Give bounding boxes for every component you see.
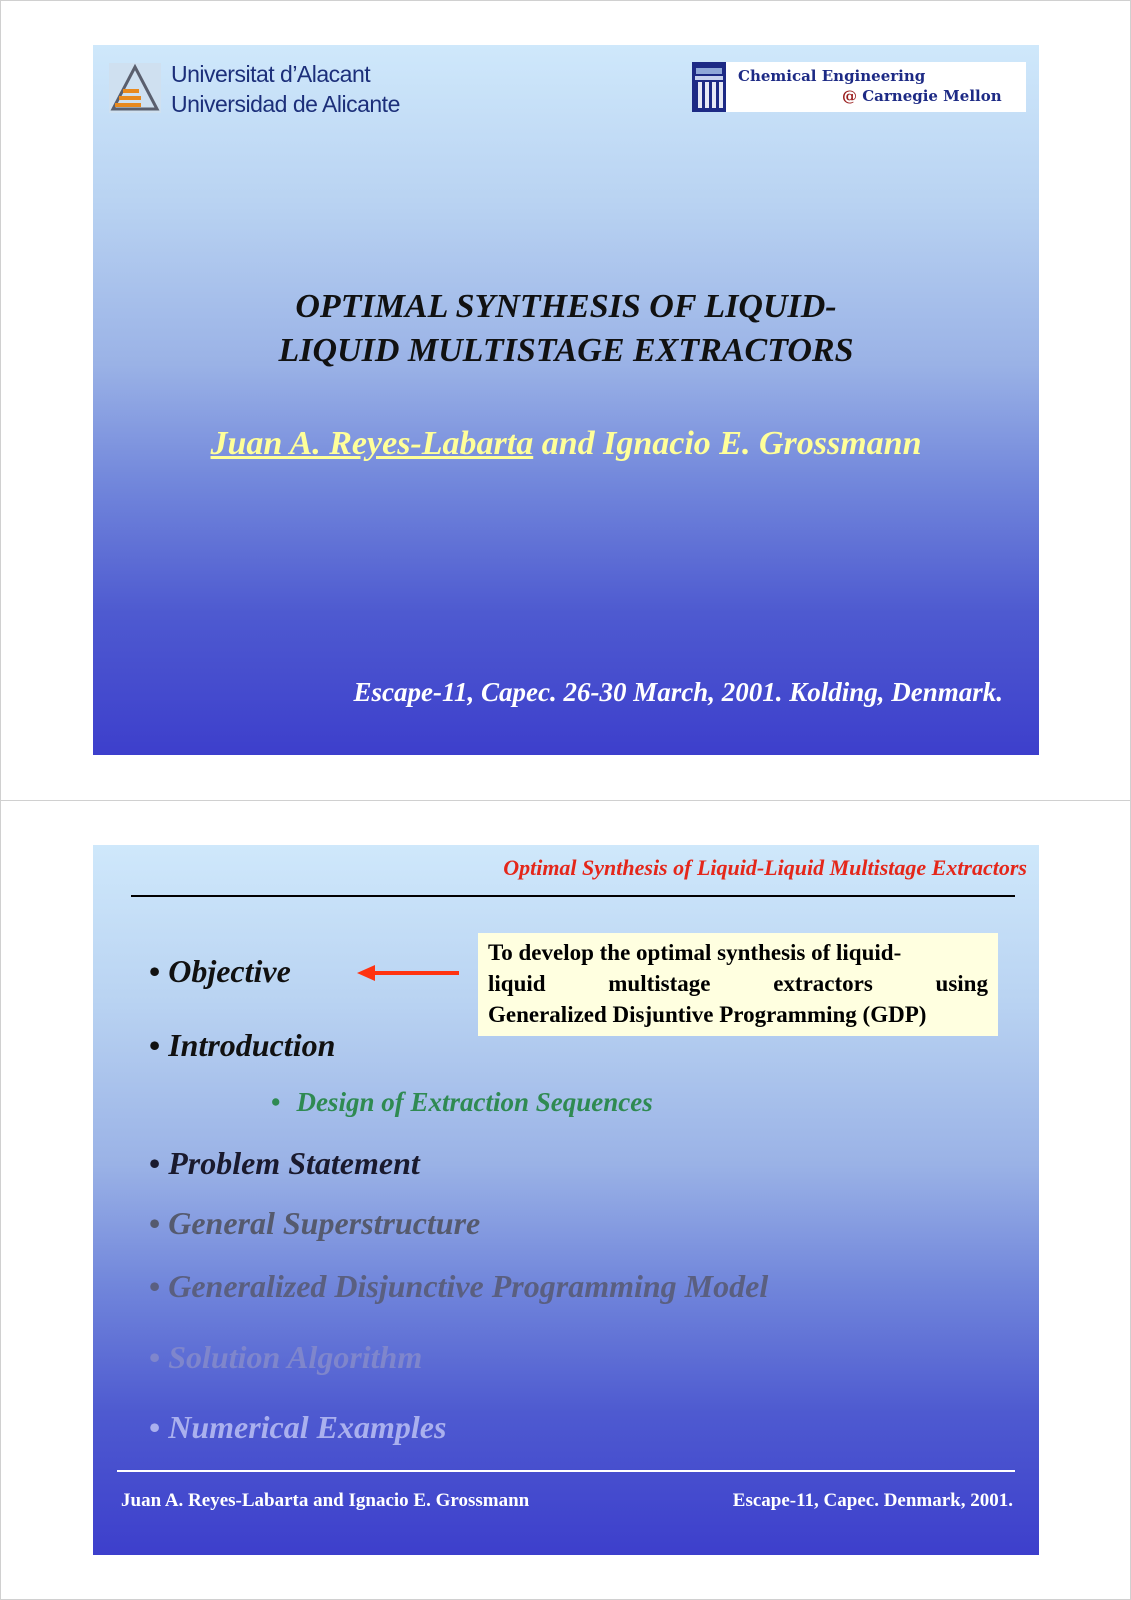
bullet-dot: •: [149, 953, 161, 989]
cmu-logo-at: @: [842, 87, 857, 105]
slide-header-title: Optimal Synthesis of Liquid-Liquid Multistage Extractors: [503, 855, 1027, 880]
universidad-alicante-logo: [109, 59, 414, 117]
objective-line-2: [488, 968, 988, 999]
ua-logo-line1: Universitat d’Alacant: [171, 61, 371, 87]
outline-item-general-superstructure: [149, 1205, 480, 1242]
outline-subitem-label: Design of Extraction Sequences: [296, 1087, 653, 1117]
bullet-dot: •: [149, 1145, 161, 1181]
outline-item-numerical-examples: [149, 1409, 446, 1446]
objective-line-1: To develop the optimal synthesis of liquid-: [488, 940, 902, 965]
outline-item-gdp-model: [149, 1268, 768, 1305]
ua-logo-text: [171, 59, 400, 119]
cmu-logo-line1: Chemical Engineering: [738, 67, 926, 85]
arrow-left-icon: [357, 963, 461, 983]
presentation-title: [93, 285, 1039, 373]
co-author: and Ignacio E. Grossmann: [533, 425, 922, 462]
outline-subitem-design: [271, 1087, 653, 1118]
authors: [93, 425, 1039, 463]
objective-word: using: [935, 971, 988, 996]
footer-authors: Juan A. Reyes-Labarta and Ignacio E. Grossmann: [121, 1490, 530, 1511]
title-slide: [93, 45, 1039, 755]
outline-item-label: Numerical Examples: [168, 1409, 447, 1445]
objective-callout: [478, 933, 998, 1036]
outline-item-label: Introduction: [168, 1027, 336, 1063]
bullet-dot: •: [149, 1027, 161, 1063]
bullet-dot: •: [149, 1409, 161, 1445]
title-line-2: LIQUID MULTISTAGE EXTRACTORS: [278, 332, 854, 369]
objective-line-3: Generalized Disjuntive Programming (GDP): [488, 1002, 927, 1027]
ua-logo-line2: Universidad de Alicante: [171, 91, 400, 117]
title-line-1: OPTIMAL SYNTHESIS OF LIQUID-: [295, 288, 837, 325]
ua-emblem-icon: [109, 63, 161, 113]
outline-item-label: General Superstructure: [168, 1205, 481, 1241]
outline-item-label: Solution Algorithm: [168, 1339, 423, 1375]
outline-slide: [93, 845, 1039, 1555]
bullet-dot: •: [149, 1339, 161, 1375]
bullet-dot: •: [149, 1268, 161, 1304]
cmu-logo-name: Carnegie Mellon: [857, 87, 1002, 105]
bullet-dot: •: [149, 1205, 161, 1241]
footer-conference: Escape-11, Capec. Denmark, 2001.: [732, 1490, 1013, 1511]
bullet-dot: •: [271, 1087, 281, 1117]
conference-info: Escape-11, Capec. 26-30 March, 2001. Kolding, Denmark.: [353, 677, 1003, 707]
objective-word: extractors: [773, 971, 873, 996]
outline-item-label: Objective: [168, 953, 291, 989]
cmu-logo-line2: [842, 87, 1002, 105]
presenting-author: Juan A. Reyes-Labarta: [210, 425, 534, 462]
objective-word: liquid: [488, 971, 546, 996]
footer-divider: [117, 1470, 1015, 1472]
outline-item-problem-statement: [149, 1145, 420, 1182]
outline-item-label: Generalized Disjunctive Programming Model: [168, 1268, 769, 1304]
building-columns-icon: [692, 62, 726, 112]
cmu-chemical-engineering-logo: [692, 62, 1026, 112]
outline-item-label: Problem Statement: [168, 1145, 420, 1181]
outline-item-solution-algorithm: [149, 1339, 422, 1376]
objective-word: multistage: [608, 971, 711, 996]
outline-item-introduction: [149, 1027, 335, 1064]
outline-item-objective: [149, 953, 291, 990]
header-divider: [131, 895, 1015, 897]
